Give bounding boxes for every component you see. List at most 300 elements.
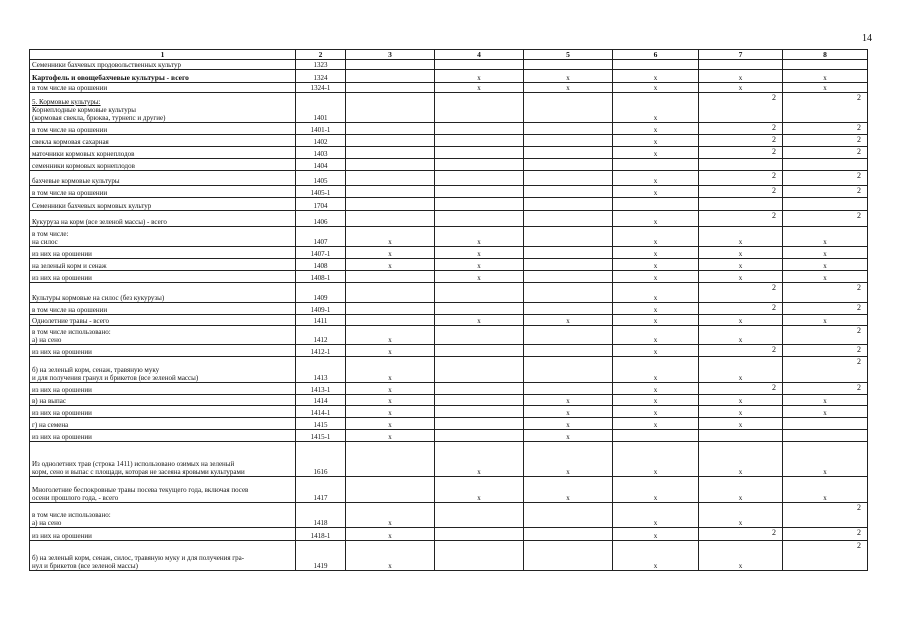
data-cell <box>699 395 783 406</box>
row-label-line: (кормовая свекла, брюква, турнепс и другие) <box>32 114 166 122</box>
data-cell <box>783 406 868 418</box>
table-row <box>30 541 868 571</box>
cross-mark: x <box>738 336 743 344</box>
row-code: 1324-1 <box>296 83 346 93</box>
data-cell <box>524 345 613 357</box>
data-cell <box>613 406 699 418</box>
data-cell <box>699 383 783 395</box>
data-cell <box>524 383 613 395</box>
row-label-line: в том числе использовано: <box>32 328 111 336</box>
cross-mark: x <box>388 238 392 246</box>
data-cell <box>613 303 699 315</box>
data-cell <box>435 418 524 430</box>
table-row <box>30 83 868 93</box>
data-cell <box>613 147 699 159</box>
data-cell <box>783 283 868 303</box>
row-label-line: Семенники бахчевых кормовых культур <box>32 202 152 210</box>
data-cell <box>783 430 868 442</box>
cross-mark: x <box>738 421 743 429</box>
row-code: 1415-1 <box>296 430 346 442</box>
table-row <box>30 383 868 395</box>
data-cell <box>699 528 783 541</box>
row-code: 1616 <box>296 442 346 477</box>
data-cell <box>435 406 524 418</box>
row-code: 1323 <box>296 60 346 70</box>
cross-mark: x <box>653 274 658 282</box>
data-cell <box>613 135 699 147</box>
cross-mark: x <box>566 84 570 92</box>
row-label <box>30 198 296 211</box>
row-label <box>30 395 296 406</box>
data-cell <box>524 211 613 227</box>
data-cell <box>435 315 524 326</box>
data-cell <box>783 357 868 383</box>
data-cell <box>783 383 868 395</box>
cross-mark: x <box>388 262 392 270</box>
row-code: 1417 <box>296 477 346 503</box>
data-cell <box>346 70 435 83</box>
cross-mark: x <box>477 494 481 502</box>
cross-mark: x <box>653 126 658 134</box>
data-cell <box>524 259 613 271</box>
corner-mark: 2 <box>772 123 776 132</box>
data-cell <box>524 357 613 383</box>
row-label-line: в том числе на орошении <box>32 306 108 314</box>
cross-mark: x <box>566 433 570 441</box>
data-cell <box>346 418 435 430</box>
row-label-line: и для получения гранул и брикетов (все зеленой массы) <box>32 374 199 382</box>
corner-mark: 2 <box>857 171 861 180</box>
data-cell <box>346 345 435 357</box>
corner-mark: 2 <box>772 171 776 180</box>
corner-mark: 2 <box>772 383 776 392</box>
data-cell <box>346 383 435 395</box>
data-cell <box>783 395 868 406</box>
cross-mark: x <box>823 74 827 82</box>
data-cell <box>783 186 868 198</box>
header-row <box>30 50 868 60</box>
corner-mark: 2 <box>857 345 861 354</box>
table-row <box>30 70 868 83</box>
data-cell <box>524 528 613 541</box>
data-cell <box>783 70 868 83</box>
cross-mark: x <box>653 421 658 429</box>
data-cell <box>699 345 783 357</box>
data-cell <box>613 271 699 283</box>
data-cell <box>524 60 613 70</box>
row-label <box>30 406 296 418</box>
data-cell <box>524 186 613 198</box>
row-label <box>30 541 296 571</box>
cross-mark: x <box>388 433 392 441</box>
row-code: 1418 <box>296 503 346 528</box>
data-cell <box>613 283 699 303</box>
corner-mark: 2 <box>857 383 861 392</box>
page-number: 14 <box>862 33 872 44</box>
data-cell <box>524 135 613 147</box>
data-cell <box>346 303 435 315</box>
data-cell <box>524 303 613 315</box>
corner-mark: 2 <box>857 186 861 195</box>
cross-mark: x <box>653 336 658 344</box>
cross-mark: x <box>653 150 658 158</box>
row-code: 1413-1 <box>296 383 346 395</box>
data-cell <box>346 430 435 442</box>
cross-mark: x <box>653 562 658 570</box>
data-cell <box>435 159 524 171</box>
corner-mark: 2 <box>857 211 861 220</box>
row-label <box>30 147 296 159</box>
data-cell <box>346 259 435 271</box>
corner-mark: 2 <box>772 211 776 220</box>
cross-mark: x <box>653 218 658 226</box>
data-cell <box>699 418 783 430</box>
data-cell <box>435 503 524 528</box>
data-cell <box>783 303 868 315</box>
data-cell <box>699 271 783 283</box>
cross-mark: x <box>653 306 658 314</box>
row-label <box>30 159 296 171</box>
data-cell <box>783 159 868 171</box>
data-cell <box>435 227 524 247</box>
data-cell <box>613 70 699 83</box>
row-code: 1404 <box>296 159 346 171</box>
cross-mark: x <box>653 114 658 122</box>
column-header: 1 <box>30 50 296 60</box>
cross-mark: x <box>653 532 658 540</box>
cross-mark: x <box>477 468 481 476</box>
data-cell <box>699 406 783 418</box>
data-cell <box>346 198 435 211</box>
cross-mark: x <box>653 238 658 246</box>
row-label <box>30 357 296 383</box>
corner-mark: 2 <box>772 345 776 354</box>
row-label-line: из них на орошении <box>32 409 92 417</box>
cross-mark: x <box>738 238 743 246</box>
row-code: 1412 <box>296 326 346 345</box>
corner-mark: 2 <box>857 528 861 537</box>
table-row <box>30 271 868 283</box>
row-label-line: Из однолетних трав (строка 1411) использовано озимых на зеленый <box>32 460 235 468</box>
data-cell <box>699 135 783 147</box>
row-code: 1704 <box>296 198 346 211</box>
cross-mark: x <box>738 74 743 82</box>
data-cell <box>435 135 524 147</box>
table-row <box>30 406 868 418</box>
cross-mark: x <box>653 189 658 197</box>
data-cell <box>524 271 613 283</box>
data-cell <box>435 303 524 315</box>
data-cell <box>346 123 435 135</box>
data-cell <box>613 211 699 227</box>
cross-mark: x <box>823 274 827 282</box>
data-cell <box>346 357 435 383</box>
table-row <box>30 357 868 383</box>
corner-mark: 2 <box>857 135 861 144</box>
cross-mark: x <box>823 250 827 258</box>
data-cell <box>524 247 613 259</box>
data-cell <box>346 406 435 418</box>
corner-mark: 2 <box>772 186 776 195</box>
data-cell <box>699 259 783 271</box>
row-label-line: нул и брикетов (все зеленой массы) <box>32 562 138 570</box>
table-row <box>30 345 868 357</box>
data-cell <box>783 345 868 357</box>
data-cell <box>613 171 699 186</box>
data-cell <box>435 430 524 442</box>
column-header: 6 <box>613 50 699 60</box>
row-label <box>30 259 296 271</box>
data-cell <box>346 528 435 541</box>
data-cell <box>699 283 783 303</box>
data-cell <box>613 315 699 326</box>
cross-mark: x <box>388 532 392 540</box>
data-cell <box>524 93 613 123</box>
row-code: 1401-1 <box>296 123 346 135</box>
row-label-line: из них на орошении <box>32 386 92 394</box>
cross-mark: x <box>823 238 827 246</box>
table-row <box>30 503 868 528</box>
cross-mark: x <box>738 494 743 502</box>
data-cell <box>524 123 613 135</box>
row-label-line: семенники кормовых корнеплодов <box>32 162 135 170</box>
data-cell <box>613 227 699 247</box>
data-cell <box>783 247 868 259</box>
cross-mark: x <box>477 84 481 92</box>
row-code: 1411 <box>296 315 346 326</box>
data-cell <box>783 271 868 283</box>
cross-mark: x <box>566 74 570 82</box>
table-row <box>30 211 868 227</box>
data-cell <box>524 315 613 326</box>
data-cell <box>346 395 435 406</box>
cross-mark: x <box>566 317 570 325</box>
data-cell <box>346 211 435 227</box>
data-cell <box>435 383 524 395</box>
row-label-line: Культуры кормовые на силос (без кукурузы) <box>32 294 165 302</box>
data-cell <box>699 442 783 477</box>
cross-mark: x <box>738 562 743 570</box>
data-cell <box>613 198 699 211</box>
cross-mark: x <box>653 348 658 356</box>
row-label-line: а) на сено <box>32 519 62 527</box>
cross-mark: x <box>653 374 658 382</box>
cross-mark: x <box>653 494 658 502</box>
cross-mark: x <box>566 494 570 502</box>
cross-mark: x <box>477 238 481 246</box>
data-cell <box>699 83 783 93</box>
corner-mark: 2 <box>857 357 861 366</box>
row-code: 1405-1 <box>296 186 346 198</box>
data-cell <box>783 171 868 186</box>
corner-mark: 2 <box>772 303 776 312</box>
corner-mark: 2 <box>857 147 861 156</box>
data-cell <box>524 477 613 503</box>
data-cell <box>699 159 783 171</box>
cross-mark: x <box>477 274 481 282</box>
row-label-line: осени прошлого года, - всего <box>32 494 119 502</box>
corner-mark: 2 <box>857 303 861 312</box>
table-row <box>30 135 868 147</box>
row-label <box>30 283 296 303</box>
row-label-line: Однолетние травы - всего <box>32 317 110 325</box>
data-cell <box>783 528 868 541</box>
data-cell <box>346 83 435 93</box>
data-cell <box>346 159 435 171</box>
corner-mark: 2 <box>772 283 776 292</box>
data-cell <box>524 227 613 247</box>
data-cell <box>346 442 435 477</box>
data-cell <box>435 283 524 303</box>
data-cell <box>346 315 435 326</box>
data-cell <box>435 395 524 406</box>
data-cell <box>435 442 524 477</box>
row-label <box>30 326 296 345</box>
data-cell <box>435 259 524 271</box>
data-cell <box>699 186 783 198</box>
row-code: 1401 <box>296 93 346 123</box>
row-label-line: на зеленый корм и сенаж <box>32 262 107 270</box>
row-label-line: маточники кормовых корнеплодов <box>32 150 135 158</box>
data-cell <box>613 395 699 406</box>
data-cell <box>346 186 435 198</box>
column-header: 7 <box>699 50 783 60</box>
row-label <box>30 477 296 503</box>
cross-mark: x <box>823 468 827 476</box>
cross-mark: x <box>653 138 658 146</box>
cross-mark: x <box>738 250 743 258</box>
data-cell <box>699 123 783 135</box>
table-row <box>30 93 868 123</box>
cross-mark: x <box>477 317 481 325</box>
cross-mark: x <box>653 250 658 258</box>
data-cell <box>346 503 435 528</box>
table-row <box>30 283 868 303</box>
row-label-line: в) на выпас <box>32 397 66 405</box>
data-cell <box>435 247 524 259</box>
data-cell <box>699 247 783 259</box>
data-cell <box>524 198 613 211</box>
row-label-line: корм, сено и выпас с площади, которая не засеяна яровыми культурами <box>32 468 245 476</box>
cross-mark: x <box>566 468 570 476</box>
data-cell <box>699 198 783 211</box>
table-row <box>30 477 868 503</box>
data-cell <box>435 171 524 186</box>
data-cell <box>699 315 783 326</box>
data-cell <box>783 211 868 227</box>
data-cell <box>699 477 783 503</box>
data-cell <box>435 357 524 383</box>
cross-mark: x <box>653 177 658 185</box>
data-cell <box>783 418 868 430</box>
data-cell <box>783 477 868 503</box>
data-cell <box>783 541 868 571</box>
table-row <box>30 60 868 70</box>
cross-mark: x <box>653 519 658 527</box>
column-header: 4 <box>435 50 524 60</box>
data-cell <box>346 541 435 571</box>
cross-mark: x <box>653 386 658 394</box>
cross-mark: x <box>388 348 392 356</box>
data-cell <box>613 541 699 571</box>
row-code: 1415 <box>296 418 346 430</box>
row-label <box>30 442 296 477</box>
row-code: 1414-1 <box>296 406 346 418</box>
row-label <box>30 123 296 135</box>
cross-mark: x <box>566 421 570 429</box>
row-label <box>30 171 296 186</box>
data-cell <box>613 186 699 198</box>
table-row <box>30 430 868 442</box>
cross-mark: x <box>388 386 392 394</box>
data-cell <box>613 326 699 345</box>
row-label-line: г) на семена <box>32 421 69 429</box>
data-cell <box>435 211 524 227</box>
row-code: 1406 <box>296 211 346 227</box>
row-label <box>30 227 296 247</box>
data-cell <box>613 357 699 383</box>
statistical-form-table <box>29 49 868 571</box>
data-cell <box>783 93 868 123</box>
row-code: 1414 <box>296 395 346 406</box>
data-cell <box>346 477 435 503</box>
data-cell <box>435 123 524 135</box>
data-cell <box>613 247 699 259</box>
row-label-line: в том числе: <box>32 230 69 238</box>
data-cell <box>699 303 783 315</box>
corner-mark: 2 <box>857 283 861 292</box>
cross-mark: x <box>823 409 827 417</box>
row-code: 1408 <box>296 259 346 271</box>
row-label-line: Многолетние беспокровные травы посева текущего года, включая посев <box>32 486 249 494</box>
data-cell <box>613 259 699 271</box>
row-code: 1419 <box>296 541 346 571</box>
data-cell <box>435 528 524 541</box>
row-label-line: из них на орошении <box>32 250 92 258</box>
column-header: 3 <box>346 50 435 60</box>
row-label-line: в том числе на орошении <box>32 189 108 197</box>
row-code: 1409-1 <box>296 303 346 315</box>
data-cell <box>783 147 868 159</box>
data-cell <box>613 503 699 528</box>
corner-mark: 2 <box>857 326 861 335</box>
cross-mark: x <box>388 562 392 570</box>
cross-mark: x <box>388 519 392 527</box>
data-cell <box>435 83 524 93</box>
row-label <box>30 135 296 147</box>
data-cell <box>524 159 613 171</box>
data-cell <box>435 147 524 159</box>
cross-mark: x <box>738 519 743 527</box>
cross-mark: x <box>477 262 481 270</box>
row-code: 1403 <box>296 147 346 159</box>
data-cell <box>524 171 613 186</box>
data-cell <box>783 123 868 135</box>
data-cell <box>783 503 868 528</box>
data-cell <box>435 93 524 123</box>
row-label <box>30 93 296 123</box>
data-cell <box>613 528 699 541</box>
data-cell <box>524 395 613 406</box>
row-label <box>30 60 296 70</box>
cross-mark: x <box>653 468 658 476</box>
row-label <box>30 83 296 93</box>
row-code: 1402 <box>296 135 346 147</box>
cross-mark: x <box>738 397 743 405</box>
column-header: 5 <box>524 50 613 60</box>
row-label <box>30 528 296 541</box>
data-cell <box>346 271 435 283</box>
